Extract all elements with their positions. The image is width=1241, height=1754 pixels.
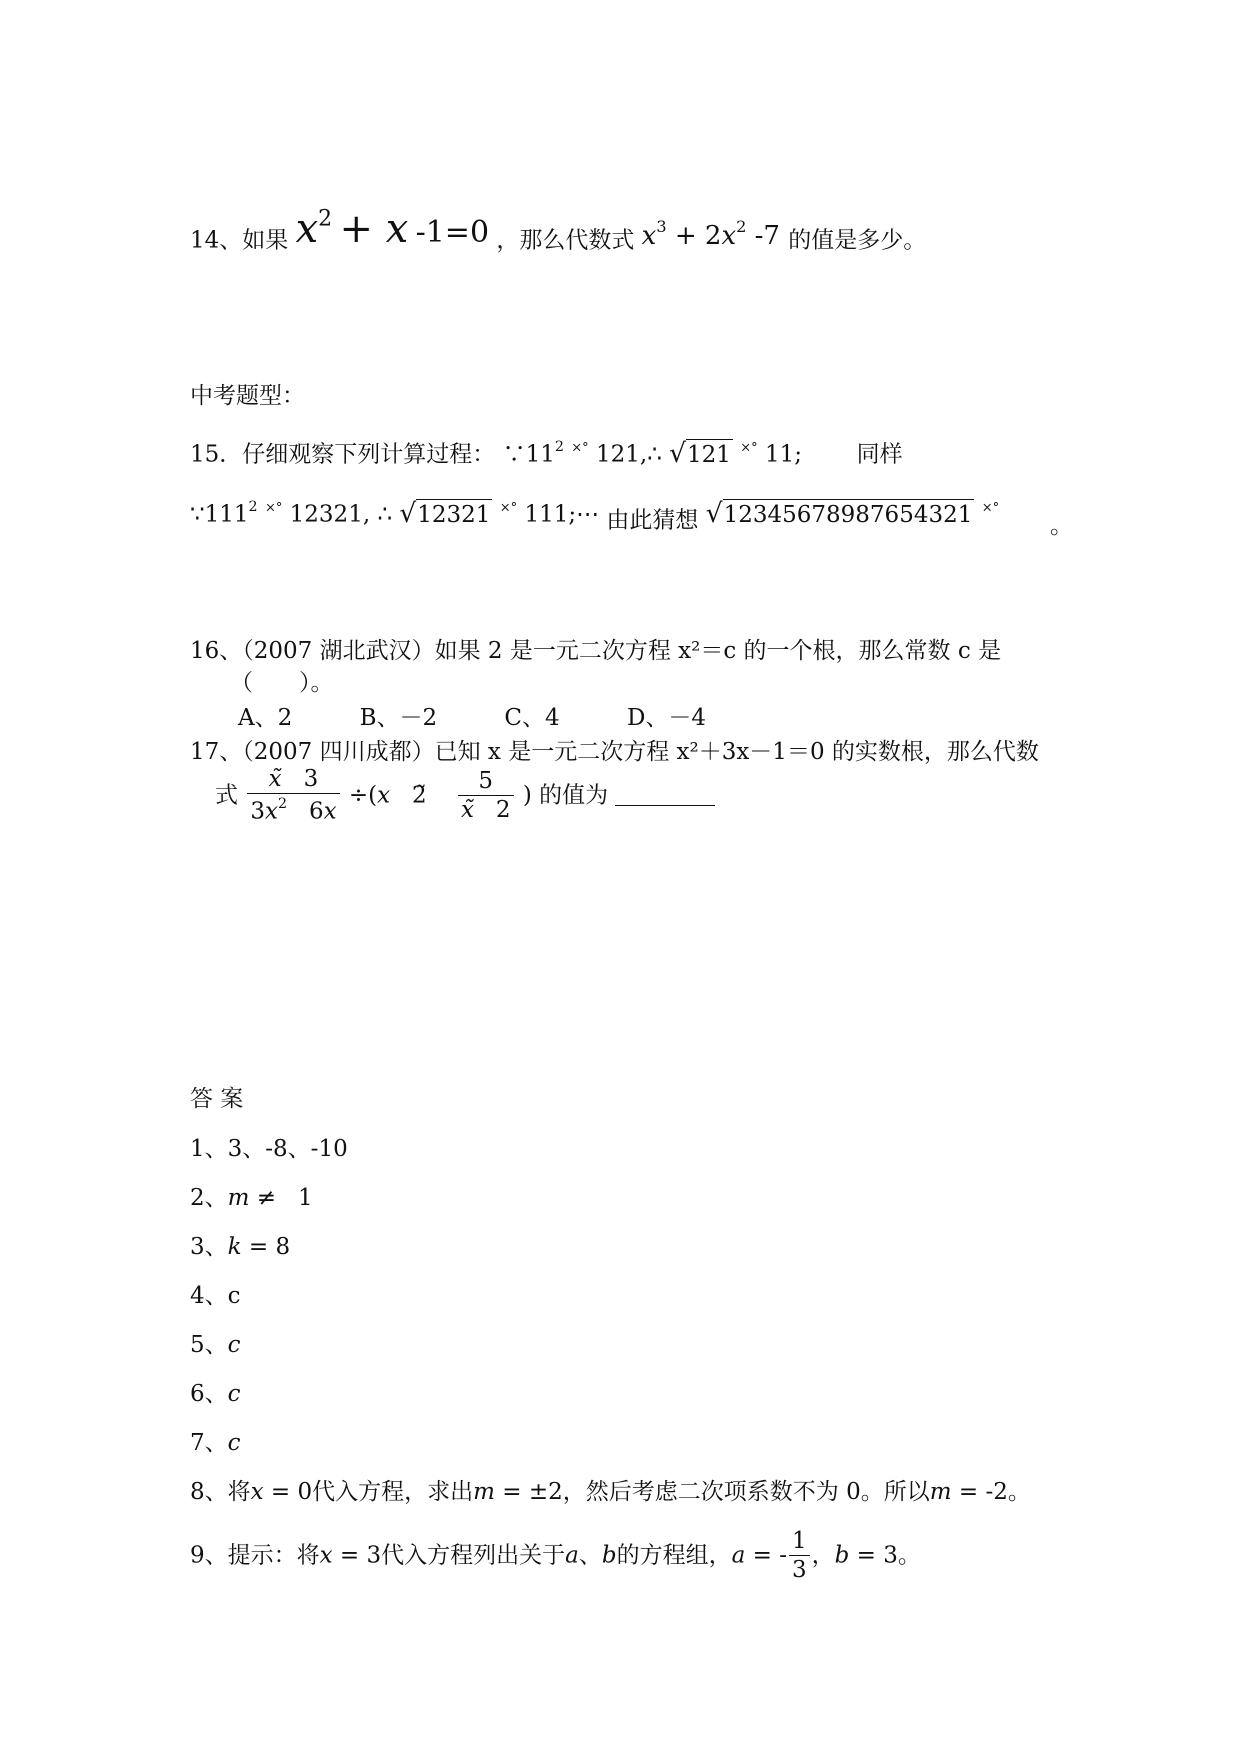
q17-suffix: 的值为	[539, 782, 609, 809]
question-16-line-2: （ ）。	[230, 670, 334, 696]
q15-guess-text: 由此猜想	[606, 507, 699, 534]
q14-equation: $x^2 + x$ -1=0	[295, 205, 490, 252]
answer-9: 9、提示：将x = 3代入方程列出关于a、b的方程组，a = - $\frac{1}{3}$ ，b = 3。	[190, 1528, 921, 1583]
question-14	[190, 205, 927, 254]
garbled-equal-mark: ×°	[499, 500, 518, 516]
answer-1: 1、3、-8、-10	[190, 1136, 348, 1162]
question-15-line-2: $\because 111^2$ ×° 12321, ∴ √12321 ×° 111;⋯ 由此猜想 √12345678987654321 ×°	[190, 497, 1000, 534]
q15-math-b2: 12321, ∴	[289, 501, 393, 528]
option-c: C、4	[504, 705, 560, 731]
q14-suffix: 的值是多少。	[788, 227, 927, 254]
answer-8: 8、将x = 0代入方程，求出m = ±2，然后考虑二次项系数不为 0。所以m = -2。	[190, 1479, 1031, 1505]
answers-title: 答 案	[190, 1086, 244, 1112]
answer-4: 4、c	[190, 1283, 241, 1309]
garbled-equal-mark: ×°	[981, 500, 1000, 516]
q15-prefix: 15．仔细观察下列计算过程：	[190, 441, 496, 468]
q14-prefix: 14、如果	[190, 227, 289, 254]
q15-math-b: 121,∴	[595, 441, 662, 468]
answer-3: 3、k = 8	[190, 1234, 291, 1260]
answer-blank	[615, 785, 715, 806]
option-d: D、－4	[626, 705, 707, 731]
q15-same: 同样	[856, 441, 903, 468]
option-a: A、2	[238, 705, 293, 731]
question-16-line-1: 16、（2007 湖北武汉）如果 2 是一元二次方程 x²＝c 的一个根，那么常数 c 是	[190, 638, 1002, 664]
fraction-one-third: $\frac{1}{3}$	[789, 1530, 810, 1582]
answer-6: 6、c	[190, 1381, 241, 1407]
fraction-1: $\frac{x̃ 3}{3x^2 6x}$	[247, 768, 339, 824]
question-17-line-2: 式 $\frac{x̃ 3}{3x^2 6x}$ ÷(x 2̃ $\frac{5}{x̃ 2}$ ) 的值为	[215, 768, 715, 824]
answer-5: 5、c	[190, 1332, 241, 1358]
garbled-equal-mark: ×°	[740, 440, 758, 456]
q15-math-c: 11;	[764, 441, 802, 468]
sqrt-long-number: √12345678987654321	[705, 497, 973, 529]
question-17-line-1: 17、（2007 四川成都）已知 x 是一元二次方程 x²＋3x－1＝0 的实数根，那么代数	[190, 739, 1039, 765]
q15-math-c2: 111;⋯	[524, 501, 600, 528]
q15-math-a: ∵11	[502, 441, 555, 468]
q15-math-a2: ∵111	[190, 501, 249, 528]
garbled-equal-mark: ×°	[571, 440, 589, 456]
q17-prefix: 式	[215, 782, 238, 809]
question-15-line-1: 15．仔细观察下列计算过程： $\because 11^2$ ×° 121,∴ √121 ×° 11; 同样	[190, 437, 903, 469]
q14-expression: $x^3 + 2x^2$ -7	[641, 216, 789, 251]
answer-7: 7、c	[190, 1430, 241, 1456]
question-16-options	[238, 707, 706, 730]
garbled-equal-mark: ×°	[264, 500, 283, 516]
answer-2: 2、m ≠ 1	[190, 1185, 313, 1211]
section-title: 中考题型：	[190, 383, 305, 409]
fraction-2: $\frac{5}{x̃ 2}$	[458, 770, 514, 822]
q14-mid: ，那么代数式	[496, 227, 635, 254]
option-b: B、－2	[359, 705, 438, 731]
sqrt-12321: √12321	[399, 497, 491, 529]
q15-end-mark: 。	[1050, 513, 1073, 539]
sqrt-121: √121	[669, 437, 731, 469]
